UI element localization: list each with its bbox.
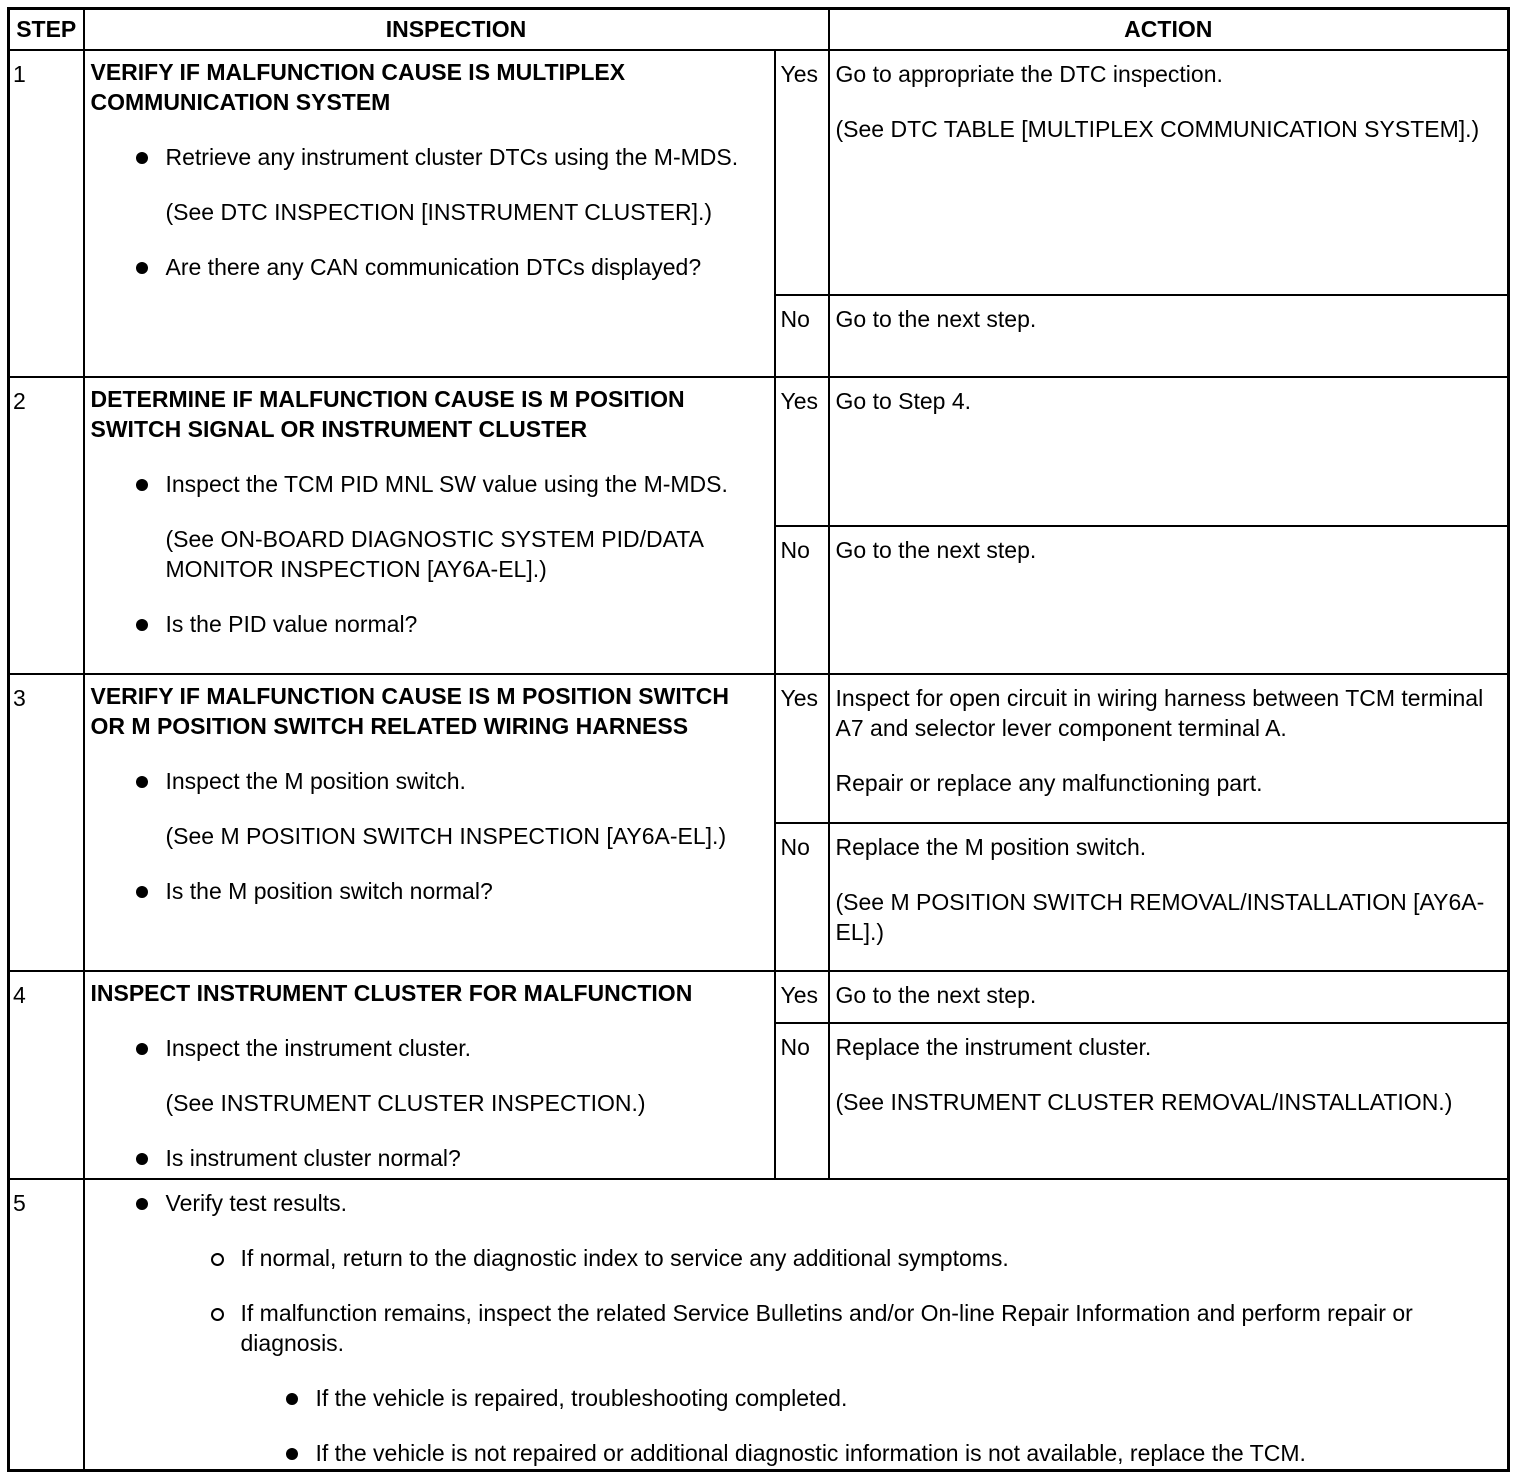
action-text: Replace the instrument cluster. (835, 1033, 1152, 1060)
step-1-inspection (84, 50, 775, 377)
step-number: 5 (9, 1179, 84, 1471)
action-text: Go to the next step. (835, 305, 1037, 332)
no-action (829, 526, 1509, 674)
header-row (9, 9, 1509, 50)
no-action (829, 295, 1509, 377)
action-text: Go to appropriate the DTC inspection. (835, 60, 1223, 87)
step-title: DETERMINE IF MALFUNCTION CAUSE IS M POSITION SWITCH SIGNAL OR INSTRUMENT CLUSTER (90, 385, 685, 442)
reference-note: (See DTC TABLE [MULTIPLEX COMMUNICATION SYSTEM].) (835, 115, 1480, 142)
step-title: VERIFY IF MALFUNCTION CAUSE IS MULTIPLEX COMMUNICATION SYSTEM (90, 58, 626, 115)
yes-label: Yes (775, 50, 829, 295)
header-step: STEP (9, 9, 84, 50)
step-title: VERIFY IF MALFUNCTION CAUSE IS M POSITION SWITCH OR M POSITION SWITCH RELATED WIRING HARNESS (90, 682, 729, 739)
step-number: 3 (9, 674, 84, 971)
header-action: ACTION (829, 9, 1509, 50)
yes-label: Yes (775, 377, 829, 526)
no-action (829, 823, 1509, 971)
reference-note: (See M POSITION SWITCH INSPECTION [AY6A-EL].) (165, 822, 727, 849)
bullet-item: Inspect the TCM PID MNL SW value using the M-MDS. (91, 469, 768, 499)
yes-action (829, 377, 1509, 526)
no-action (829, 1023, 1509, 1179)
reference-note: (See DTC INSPECTION [INSTRUMENT CLUSTER].) (165, 198, 713, 225)
bullet-item: Is the M position switch normal? (91, 876, 768, 906)
bullet-item: Are there any CAN communication DTCs displayed? (91, 252, 768, 282)
action-text: Go to the next step. (835, 981, 1037, 1008)
sub-bullet-item: If malfunction remains, inspect the related Service Bulletins and/or On-line Repair Information and perform repair or diagnosis. (91, 1298, 1502, 1358)
yes-action (829, 674, 1509, 823)
action-text: Go to Step 4. (835, 387, 972, 414)
reference-note: (See ON-BOARD DIAGNOSTIC SYSTEM PID/DATA MONITOR INSPECTION [AY6A-EL].) (165, 525, 703, 582)
no-label: No (775, 295, 829, 377)
sub-sub-bullet-item: If the vehicle is not repaired or additional diagnostic information is not available, replace the TCM. (91, 1438, 1502, 1468)
diagnostic-procedure-table (7, 7, 1510, 1472)
action-text: Inspect for open circuit in wiring harness between TCM terminal A7 and selector lever component terminal A. (835, 684, 1484, 741)
no-label: No (775, 823, 829, 971)
step-5-content (84, 1179, 1509, 1471)
reference-note: (See M POSITION SWITCH REMOVAL/INSTALLATION [AY6A-EL].) (835, 888, 1485, 945)
bullet-item: Retrieve any instrument cluster DTCs using the M-MDS. (91, 142, 768, 172)
yes-label: Yes (775, 971, 829, 1023)
yes-label: Yes (775, 674, 829, 823)
bullet-item: Inspect the instrument cluster. (91, 1033, 768, 1063)
action-text: Replace the M position switch. (835, 833, 1147, 860)
reference-note: (See INSTRUMENT CLUSTER INSPECTION.) (165, 1089, 646, 1116)
step-title: INSPECT INSTRUMENT CLUSTER FOR MALFUNCTION (90, 979, 693, 1006)
step-number: 4 (9, 971, 84, 1179)
step-5-row (9, 1179, 1509, 1471)
header-inspection: INSPECTION (84, 9, 829, 50)
bullet-item: Verify test results. (91, 1188, 1502, 1218)
action-text: Go to the next step. (835, 536, 1037, 563)
step-2-yes-row (9, 377, 1509, 526)
step-2-inspection (84, 377, 775, 674)
bullet-item: Inspect the M position switch. (91, 766, 768, 796)
no-label: No (775, 1023, 829, 1179)
step-number: 2 (9, 377, 84, 674)
bullet-item: Is instrument cluster normal? (91, 1143, 768, 1173)
sub-bullet-item: If normal, return to the diagnostic index to service any additional symptoms. (91, 1243, 1502, 1273)
step-4-yes-row (9, 971, 1509, 1023)
reference-note: (See INSTRUMENT CLUSTER REMOVAL/INSTALLATION.) (835, 1088, 1453, 1115)
step-3-yes-row (9, 674, 1509, 823)
action-text: Repair or replace any malfunctioning part. (835, 769, 1263, 796)
step-3-inspection (84, 674, 775, 971)
no-label: No (775, 526, 829, 674)
step-1-yes-row (9, 50, 1509, 295)
sub-sub-bullet-item: If the vehicle is repaired, troubleshooting completed. (91, 1383, 1502, 1413)
step-4-inspection (84, 971, 775, 1179)
yes-action (829, 971, 1509, 1023)
bullet-item: Is the PID value normal? (91, 609, 768, 639)
step-number: 1 (9, 50, 84, 377)
yes-action (829, 50, 1509, 295)
